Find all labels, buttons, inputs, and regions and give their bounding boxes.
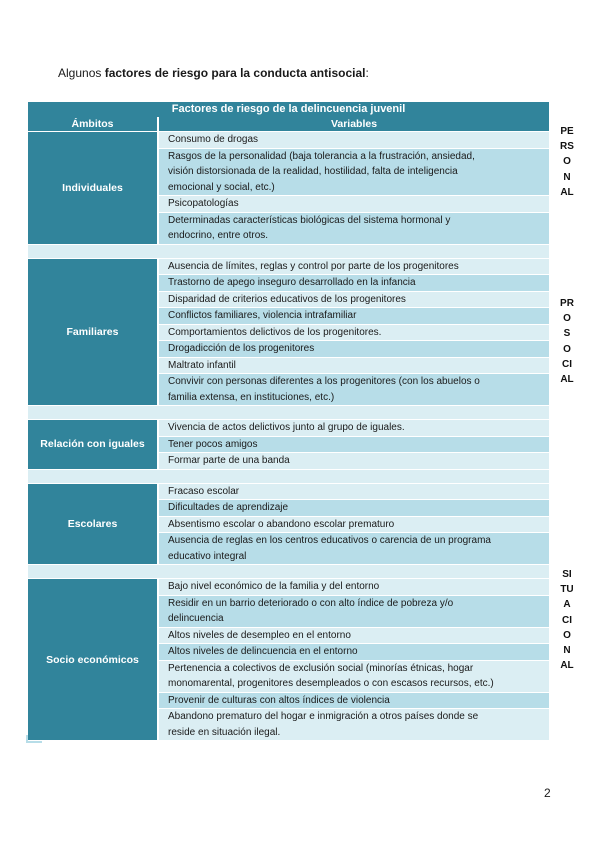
variable-row: Disparidad de criterios educativos de los progenitores (159, 291, 549, 308)
page-number: 2 (544, 786, 551, 800)
table-title: Factores de riesgo de la delincuencia juvenil (28, 102, 549, 117)
intro-text (58, 66, 369, 80)
variable-row: Dificultades de aprendizaje (159, 499, 549, 516)
variable-row: Determinadas características biológicas del sistema hormonal y endocrino, entre otros. (159, 212, 549, 244)
variable-row: Bajo nivel económico de la familia y del entorno (159, 578, 549, 595)
variables-column (159, 483, 549, 565)
variable-row: Tener pocos amigos (159, 436, 549, 453)
side-label-situacional: SITUACIONAL (560, 569, 574, 672)
group-spacer (28, 564, 549, 578)
table-group (28, 131, 549, 244)
variable-row: Consumo de drogas (159, 131, 549, 148)
category-cell: Socio económicos (28, 578, 159, 740)
table-group (28, 419, 549, 469)
intro-prefix: Algunos (58, 66, 105, 80)
variable-row: Altos niveles de delincuencia en el entorno (159, 643, 549, 660)
variables-column (159, 578, 549, 740)
variable-row: Residir en un barrio deteriorado o con alto índice de pobreza y/o delincuencia (159, 595, 549, 627)
variable-row: Vivencia de actos delictivos junto al grupo de iguales. (159, 419, 549, 436)
group-spacer (28, 469, 549, 483)
variable-row: Provenir de culturas con altos índices de violencia (159, 692, 549, 709)
variables-column (159, 419, 549, 469)
variable-row: Psicopatologías (159, 195, 549, 212)
category-cell: Individuales (28, 131, 159, 244)
side-label-personal: PERSONAL (560, 126, 574, 198)
variables-column (159, 258, 549, 406)
variable-row: Drogadicción de los progenitores (159, 340, 549, 357)
variable-row: Ausencia de límites, reglas y control por parte de los progenitores (159, 258, 549, 275)
category-cell: Escolares (28, 483, 159, 565)
table-corner-mark (26, 735, 42, 743)
variable-row: Pertenencia a colectivos de exclusión social (minorías étnicas, hogar monomarental, progenitores desempleados o con escasos recursos, etc.) (159, 660, 549, 692)
variable-row: Absentismo escolar o abandono escolar prematuro (159, 516, 549, 533)
table-header (28, 117, 549, 131)
intro-bold: factores de riesgo para la conducta antisocial (104, 66, 366, 80)
column-header-ambitos: Ámbitos (28, 117, 159, 131)
table-group (28, 258, 549, 406)
column-header-variables: Variables (159, 117, 549, 131)
variable-row: Altos niveles de desempleo en el entorno (159, 627, 549, 644)
risk-factors-table (28, 102, 549, 740)
variable-row: Abandono prematuro del hogar e inmigración a otros países donde se reside en situación ilegal. (159, 708, 549, 740)
table-group (28, 483, 549, 565)
variable-row: Rasgos de la personalidad (baja tolerancia a la frustración, ansiedad, visión distorsionada de la realidad, hostilidad, falta de inteligencia emocional y social, etc.) (159, 148, 549, 196)
variable-row: Maltrato infantil (159, 357, 549, 374)
category-cell: Familiares (28, 258, 159, 406)
variables-column (159, 131, 549, 244)
side-label-prosocial: PROSOCIAL (560, 298, 574, 386)
group-spacer (28, 244, 549, 258)
variable-row: Fracaso escolar (159, 483, 549, 500)
variable-row: Trastorno de apego inseguro desarrollado en la infancia (159, 274, 549, 291)
variable-row: Convivir con personas diferentes a los progenitores (con los abuelos o familia extensa, en instituciones, etc.) (159, 373, 549, 405)
variable-row: Conflictos familiares, violencia intrafamiliar (159, 307, 549, 324)
variable-row: Formar parte de una banda (159, 452, 549, 469)
variable-row: Comportamientos delictivos de los progenitores. (159, 324, 549, 341)
table-group (28, 578, 549, 740)
category-cell: Relación con iguales (28, 419, 159, 469)
intro-suffix: : (365, 66, 369, 80)
variable-row: Ausencia de reglas en los centros educativos o carencia de un programa educativo integral (159, 532, 549, 564)
group-spacer (28, 405, 549, 419)
table-body (28, 131, 549, 740)
